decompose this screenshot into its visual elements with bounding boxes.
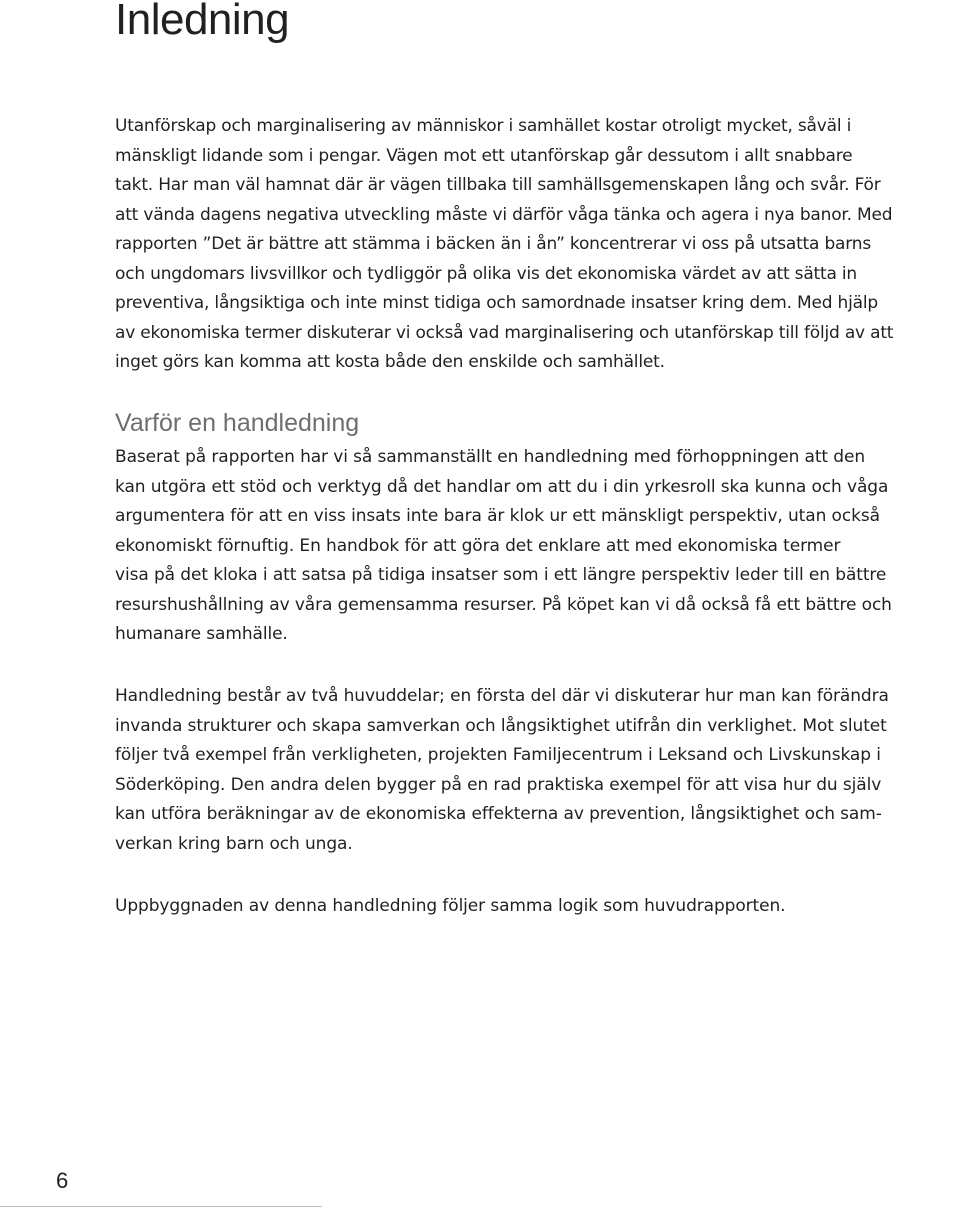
text-line: och ungdomars livsvillkor och tydliggör på olika vis det ekonomiska värdet av att sätta in — [115, 263, 857, 284]
text-line: humanare samhälle. — [115, 624, 288, 644]
paragraph-structure — [115, 682, 955, 859]
paragraph-logic — [115, 892, 955, 922]
text-line: preventiva, långsiktiga och inte minst tidiga och samordnade insatser kring dem. Med hjälp — [115, 293, 878, 313]
intro-paragraph — [115, 112, 955, 378]
text-line: argumentera för att en viss insats inte bara är klok ur ett mänskligt perspektiv, utan också — [115, 506, 880, 526]
text-line: mänskligt lidande som i pengar. Vägen mot ett utanförskap går dessutom i allt snabbare — [115, 145, 853, 166]
text-line: kan utgöra ett stöd och verktyg då det handlar om att du i din yrkesroll ska kunna och våga — [115, 476, 889, 497]
page-title: Inledning — [115, 0, 290, 44]
text-line: följer två exempel från verkligheten, projekten Familjecentrum i Leksand och Livskunskap i — [115, 745, 881, 765]
text-line: Uppbyggnaden av denna handledning följer samma logik som huvudrapporten. — [115, 896, 786, 916]
text-line: invanda strukturer och skapa samverkan och långsiktighet utifrån din verklighet. Mot slutet — [115, 715, 887, 736]
text-line: att vända dagens negativa utveckling måste vi därför våga tänka och agera i nya banor. Med — [115, 204, 893, 225]
text-line: rapporten ”Det är bättre att stämma i bäcken än i ån” koncentrerar vi oss på utsatta barns — [115, 234, 871, 254]
text-line: verkan kring barn och unga. — [115, 833, 353, 854]
section-heading: Varför en handledning — [115, 409, 360, 437]
paragraph-why-handbook — [115, 443, 955, 650]
text-line: ekonomiskt förnuftig. En handbok för att göra det enklare att med ekonomiska termer — [115, 535, 841, 556]
text-line: Söderköping. Den andra delen bygger på en rad praktiska exempel för att visa hur du själv — [115, 774, 882, 795]
text-line: resurshushållning av våra gemensamma resurser. På köpet kan vi då också få ett bättre och — [115, 594, 892, 615]
footer-divider — [0, 1206, 322, 1207]
text-line: Handledning består av två huvuddelar; en första del där vi diskuterar hur man kan förändra — [115, 686, 889, 706]
text-line: kan utföra beräkningar av de ekonomiska effekterna av prevention, långsiktighet och sam- — [115, 804, 882, 824]
text-line: av ekonomiska termer diskuterar vi också vad marginalisering och utanförskap till följd av att — [115, 322, 894, 343]
text-line: Baserat på rapporten har vi så sammanställt en handledning med förhoppningen att den — [115, 447, 866, 467]
page-number: 6 — [56, 1168, 69, 1193]
text-line: takt. Har man väl hamnat där är vägen tillbaka till samhällsgemenskapen lång och svår. För — [115, 175, 881, 195]
text-line: inget görs kan komma att kosta både den enskilde och samhället. — [115, 352, 665, 372]
text-line: Utanförskap och marginalisering av människor i samhället kostar otroligt mycket, såväl i — [115, 116, 852, 136]
text-line: visa på det kloka i att satsa på tidiga insatser som i ett längre perspektiv leder till en bättre — [115, 565, 887, 585]
